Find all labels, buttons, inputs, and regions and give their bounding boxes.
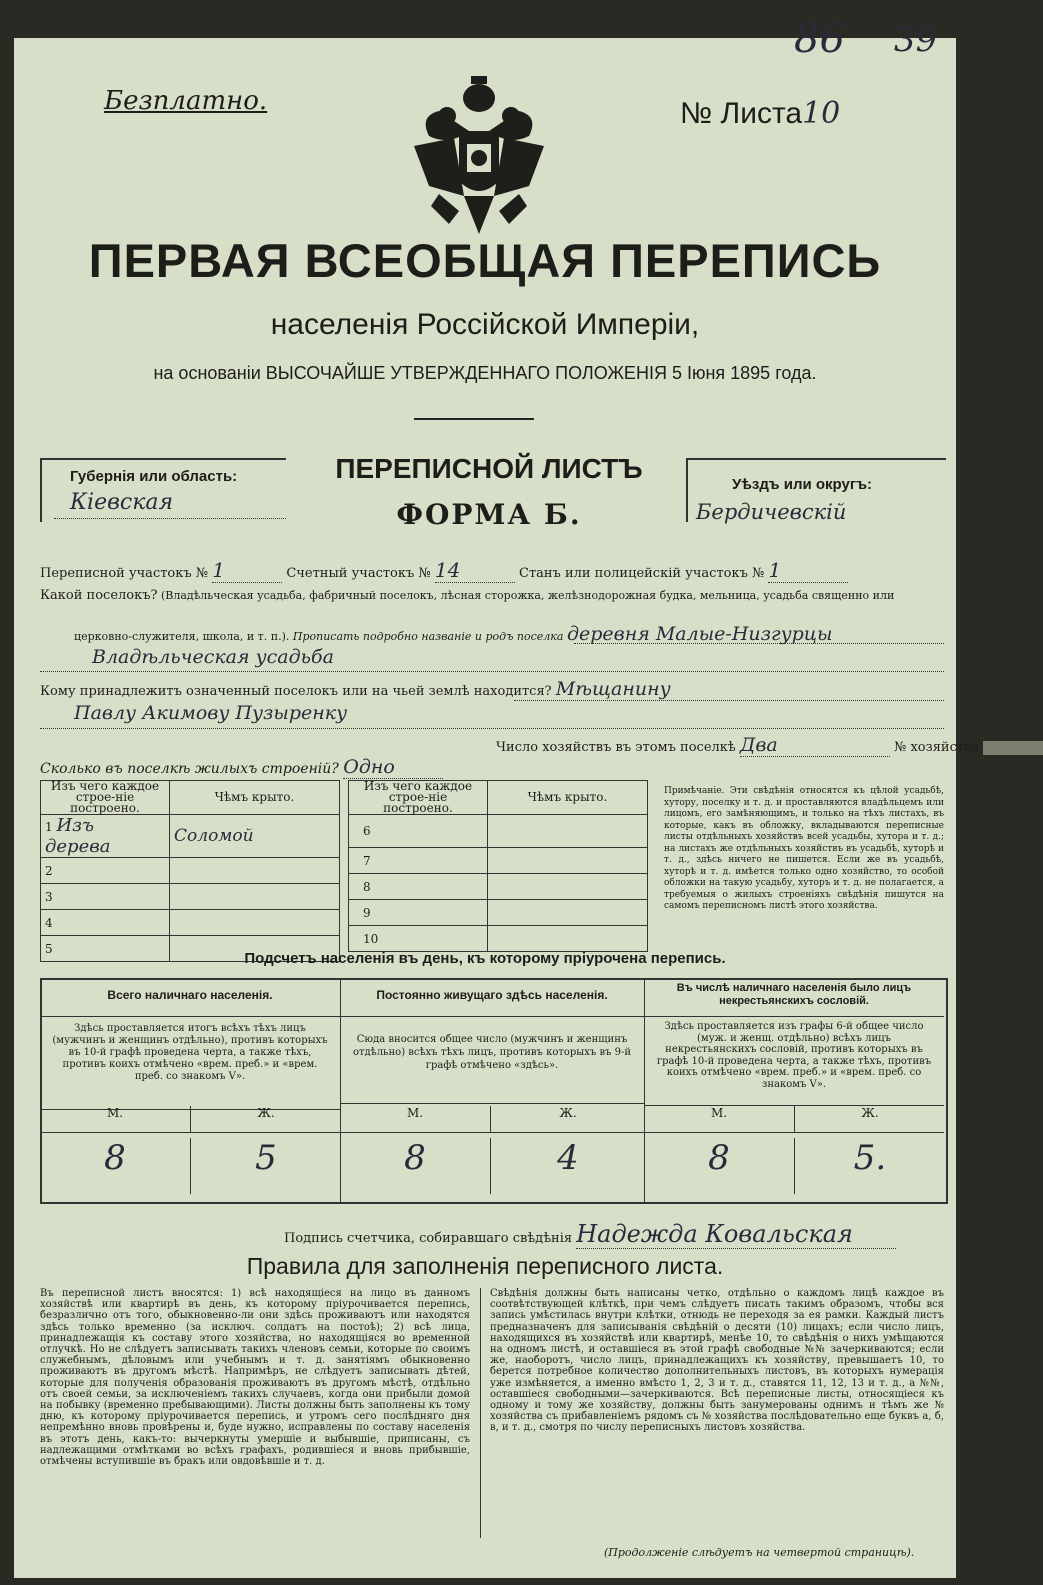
uezd-value: Бердичевскій xyxy=(696,500,847,524)
m-header: М. xyxy=(710,1106,728,1120)
row-number: 3 xyxy=(41,884,170,910)
perepis-label: Переписной участокъ № xyxy=(40,566,209,581)
count-col-2-desc: Сюда вносится общее число (мужчинъ и женщинъ отдѣльно) всѣхъ тѣхъ лицъ, противъ которыхъ въ 9-й графѣ отмѣчено «здѣсь». xyxy=(340,1017,644,1104)
count-2-m: 8 xyxy=(404,1138,426,1178)
households-value: Два xyxy=(740,734,890,757)
poselok-hint: (Владѣльческая усадьба, фабричный поселокъ, лѣсная сторожка, желѣзнодорожная будка, мельница, усадьба священно или xyxy=(160,589,895,602)
households-line xyxy=(40,734,980,757)
subheader-line xyxy=(40,1132,340,1133)
owner-dots-1 xyxy=(514,700,944,701)
owner-line xyxy=(40,678,671,700)
perepis-value: 1 xyxy=(212,558,282,583)
basis-line: на основаніи ВЫСОЧАЙШЕ УТВЕРЖДЕННАГО ПОЛОЖЕНІЯ 5 Іюня 1895 года. xyxy=(153,363,817,383)
count-col-1-head: Всего наличнаго населенія. xyxy=(40,978,340,1017)
owner-dots-2 xyxy=(40,728,944,729)
corner-number-1: 86 xyxy=(794,16,845,62)
main-title: ПЕРВАЯ ВСЕОБЩАЯ ПЕРЕПИСЬ xyxy=(88,234,882,287)
bt-left-col2: Чѣмъ крыто. xyxy=(170,781,340,815)
zh-header: Ж. xyxy=(190,1106,341,1132)
count-col-2 xyxy=(340,978,645,1202)
rules-title: Правила для заполненія переписного листа. xyxy=(246,1253,724,1279)
poselok-value-1: деревня Малые-Низгурцы xyxy=(566,623,833,645)
signature-label: Подпись счетчика, собиравшаго свѣдѣнія xyxy=(284,1231,573,1246)
zh-header: Ж. xyxy=(490,1106,645,1132)
buildings-table-right xyxy=(348,780,648,952)
table-row xyxy=(41,858,340,884)
count-col-3-head: Въ числѣ наличнаго населенія было лицъ некрестьянскихъ сословій. xyxy=(644,978,944,1017)
gubernia-value: Кіевская xyxy=(70,490,174,515)
row-number: 1 xyxy=(45,820,53,834)
owner-question: Кому принадлежитъ означенный поселокъ или на чьей землѣ находится? xyxy=(40,684,552,699)
form-subtitle: ФОРМА Б. xyxy=(396,498,582,531)
schet-label: Счетный участокъ № xyxy=(286,566,431,581)
owner-value-2: Павлу Акимову Пузыренку xyxy=(74,702,348,724)
form-title: ПЕРЕПИСНОЙ ЛИСТЪ xyxy=(335,453,643,484)
continued-note: (Продолженіе слѣдуетъ на четвертой страницѣ). xyxy=(604,1546,915,1559)
stan-value: 1 xyxy=(768,558,848,583)
rules-left: Въ переписной листъ вносятся: 1) всѣ находящіеся на лицо въ данномъ хозяйствѣ или квартирѣ въ день, къ которому пріурочивается перепись, безразлично отъ того, обыкновенно-ли они здѣсь проживаютъ или находятся здѣсь только временно (за исключ. солдатъ на постоѣ); 2) всѣ лица, принадлежащія къ составу этого хозяйства, но находящіяся во временной отлучкѣ. Но не слѣдуетъ записывать такихъ членовъ семьи, которые по своимъ служебнымъ, дѣловымъ или учебнымъ и т. д. занятіямъ обыкновенно проживаютъ въ другомъ мѣстѣ. Напримѣръ, не слѣдуетъ записывать дѣтей, которые для полученія образованія проживаютъ въ другомъ мѣстѣ, отдѣльно отъ своей семьи, за исключеніемъ такихъ случаевъ, когда они прибыли домой на побывку (временно пребывающими). Листы должны быть заполнены къ тому дню, къ которому пріурочивается перепись, и утромъ сего послѣдняго дня непремѣнно вновь провѣрены и, буде нужно, исправлены по составу населенія въ этотъ день, какъ-то: вычеркнуты умершіе и выбывшіе, приписаны, съ надлежащими отмѣтками во всѣхъ графахъ, родившіеся и вновь прибывшіе, отмѣчены вступившіе въ бракъ или овдовѣвшіе и т. д. xyxy=(40,1288,470,1468)
sheet-number-label xyxy=(680,96,840,131)
table-row xyxy=(349,900,648,926)
rules-divider xyxy=(480,1288,481,1538)
household-number-label: № хозяйства xyxy=(894,740,980,755)
bt-left-col1: Изъ чего каждое строе-ніе построено. xyxy=(41,781,170,815)
bt-right-col1: Изъ чего каждое строе-ніе построено. xyxy=(349,781,488,815)
gubernia-label: Губернія или область: xyxy=(70,468,238,485)
buildings-value: Одно xyxy=(343,756,443,779)
row-number: 4 xyxy=(41,910,170,936)
m-header: М. xyxy=(406,1106,424,1120)
uezd-label: Уѣздъ или округъ: xyxy=(732,476,873,493)
signature-value: Надежда Ковальская xyxy=(576,1220,896,1249)
row-number: 9 xyxy=(349,900,488,926)
poselok-question: Какой поселокъ? xyxy=(40,588,158,603)
count-2-zh: 4 xyxy=(490,1138,645,1194)
row-number: 5 xyxy=(41,936,170,962)
table-row xyxy=(41,910,340,936)
households-label: Число хозяйствъ въ этомъ поселкѣ xyxy=(496,740,736,755)
count-col-1-desc: Здѣсь проставляется итогъ всѣхъ тѣхъ лицъ (мужчинъ и женщинъ отдѣльно), противъ которыхъ въ 10-й графѣ проведена черта, а также тѣхъ, противъ коихъ отмѣчено «врем. преб.» и «врем. преб. со знакомъ V». xyxy=(40,1017,340,1110)
poselok-hint-2: церковно-служителя, школа, и т. п.). xyxy=(74,630,290,643)
schet-value: 14 xyxy=(435,558,515,583)
signature-line xyxy=(284,1220,896,1249)
table-row xyxy=(41,884,340,910)
free-label: Безплатно. xyxy=(104,86,268,116)
household-number-stamp xyxy=(983,741,1043,755)
row-number: 7 xyxy=(349,848,488,874)
row-number: 2 xyxy=(41,858,170,884)
poselok-value-2: Владѣльческая усадьба xyxy=(92,646,334,668)
count-3-zh: 5. xyxy=(794,1138,945,1194)
count-col-1 xyxy=(40,978,341,1202)
material-value: Изъ дерева xyxy=(45,815,111,857)
subheader-line xyxy=(340,1132,644,1133)
sheet-number-value: 10 xyxy=(802,96,841,131)
owner-value-1: Мѣщанину xyxy=(555,678,671,700)
subheader-line xyxy=(644,1132,944,1133)
table-row xyxy=(41,815,340,858)
count-3-m: 8 xyxy=(708,1138,730,1178)
bt-right-col2: Чѣмъ крыто. xyxy=(488,781,648,815)
buildings-note: Примѣчаніе. Эти свѣдѣнія относятся къ цѣлой усадьбѣ, хутору, поселку и т. д. и проставляются владѣльцемъ или лицомъ, его замѣняющимъ, и только на тѣхъ листахъ, въ которые, какъ въ обложку, вкладываются переписные листы отдѣльныхъ хозяйствъ всей усадьбы, хутора и т. д.; на листахъ же отдѣльныхъ хозяйствъ въ усадьбѣ, хуторѣ и т. д., здѣсь ничего не пишется. Если же въ усадьбѣ, хуторѣ и т. д. имѣется только одно хозяйство, то особой обложки на такую усадьбу, хуторъ и т. д. не полагается, а требуемыя о жилыхъ строеніяхъ свѣдѣнія пишутся на самомъ переписномъ листѣ этого хозяйства. xyxy=(664,786,944,911)
census-sheet xyxy=(14,16,980,1578)
subtitle: населенія Россійской Имперіи, xyxy=(270,308,700,341)
table-row xyxy=(349,874,648,900)
table-row xyxy=(349,926,648,952)
poselok-instruction: Прописать подробно названіе и родъ поселка xyxy=(292,630,564,643)
sheet-number-label-text: № Листа xyxy=(680,97,803,130)
title-divider xyxy=(414,418,534,420)
roof-value: Соломой xyxy=(170,815,340,858)
row-number: 10 xyxy=(349,926,488,952)
buildings-table-left xyxy=(40,780,340,962)
row-number: 6 xyxy=(349,815,488,848)
stan-label: Станъ или полицейскій участокъ № xyxy=(519,566,765,581)
zh-header: Ж. xyxy=(794,1106,945,1132)
poselok-line xyxy=(40,588,946,603)
count-col-3-desc: Здѣсь проставляется изъ графы 6-й общее число (муж. и женщ. отдѣльно) всѣхъ лицъ некрестьянскихъ сословій, противъ которыхъ въ графѣ 10-й проведена черта, а также тѣхъ, противъ коихъ отмѣчено «врем. преб.» и «врем. преб. со знакомъ V». xyxy=(644,1017,944,1106)
uchastok-line xyxy=(40,558,848,583)
m-header: М. xyxy=(106,1106,124,1120)
count-1-zh: 5 xyxy=(190,1138,341,1194)
rules-right: Свѣдѣнія должны быть написаны четко, отдѣльно о каждомъ лицѣ каждое въ соотвѣтствующей клѣткѣ, при чемъ слѣдуетъ писать такимъ образомъ, чтобы вся запись умѣстилась внутри клѣтки, отнюдь не переходя за ея рамки. Каждый листъ предназначенъ для записыванія свѣдѣній о десяти (10) лицахъ; если число лицъ, находящихся въ хозяйствѣ или квартирѣ, менѣе 10, то свѣдѣнія о нихъ умѣщаются на одномъ листѣ, и оставшіеся въ этой графѣ свободные №№ зачеркиваются; если же, наоборотъ, число лицъ, принадлежащихъ къ хозяйству, превышаетъ 10, то берется потребное количество дополнительныхъ листовъ, въ которыхъ нумерація уже измѣняется, а именно вмѣсто 1, 2, 3 и т. д., ставятся 11, 12, 13 и т. д., а №№, оставшіеся свободными—зачеркиваются. Всѣ переписные листы, относящіеся къ одному и тому же хозяйству, должны быть занумерованы однимъ и тѣмъ же № хозяйства съ прибавленіемъ рядомъ съ № хозяйства послѣдовательно еще буквъ а, б, в, и т. д., смотря по числу переписныхъ листовъ хозяйства. xyxy=(490,1288,944,1434)
table-row xyxy=(349,815,648,848)
buildings-label: Сколько въ поселкѣ жилыхъ строеній? xyxy=(40,761,339,777)
poselok-dots-2 xyxy=(40,671,944,672)
poselok-line-2 xyxy=(74,623,944,645)
count-1-m: 8 xyxy=(104,1138,126,1178)
row-number: 8 xyxy=(349,874,488,900)
count-col-3 xyxy=(644,978,944,1202)
count-title: Подсчетъ населенія въ день, къ которому пріурочена перепись. xyxy=(244,950,726,967)
corner-number-2: 39 xyxy=(894,20,938,60)
poselok-dots-1 xyxy=(574,643,944,644)
count-col-2-head: Постоянно живущаго здѣсь населенія. xyxy=(340,978,644,1017)
buildings-line xyxy=(40,756,443,779)
double-headed-eagle-icon xyxy=(409,76,549,236)
table-row xyxy=(349,848,648,874)
gubernia-line xyxy=(54,518,286,519)
